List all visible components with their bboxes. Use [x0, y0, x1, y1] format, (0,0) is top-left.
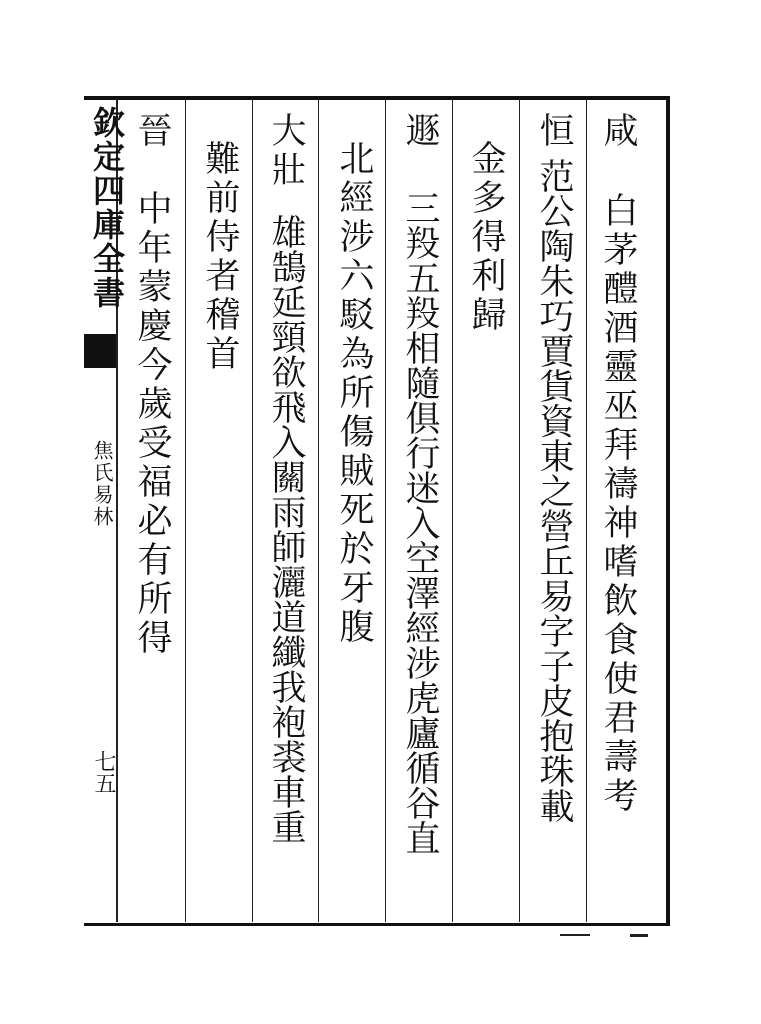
column-divider: [452, 98, 453, 922]
spine-block-mark: [84, 334, 116, 368]
entry-dun-heading: 遯: [400, 112, 440, 151]
entry-dun-text: 三羖五羖相隨俱行迷入空澤經涉虎廬循谷直: [400, 190, 440, 855]
column-divider: [318, 98, 319, 922]
page-number-text: 七五: [91, 750, 116, 794]
source-title-text: 焦氏易林: [90, 440, 114, 528]
entry-jin-text: 中年蒙慶今歲受福必有所得: [132, 190, 172, 658]
book-title-text: 欽定四庫全書: [88, 106, 126, 310]
entry-dazhuang-continuation: 難前侍者稽首: [200, 140, 240, 374]
entry-jin-heading: 晉: [132, 112, 172, 151]
entry-heng-text: 范公陶朱巧賈貨資東之營丘易字子皮抱珠載: [534, 158, 574, 823]
entry-xian-heading: 咸: [598, 112, 638, 151]
spine-page-number: [88, 750, 119, 794]
scan-speck: [630, 934, 648, 937]
column-divider: [185, 98, 186, 922]
scan-speck: [560, 934, 590, 936]
entry-dazhuang-text: 雄鵠延頸欲飛入關雨師灑道纖我袍裘車重: [266, 214, 306, 844]
frame-right-border: [666, 96, 670, 926]
column-divider: [252, 98, 253, 922]
entry-heng-heading: 恒: [534, 112, 574, 151]
column-divider: [586, 98, 587, 922]
spine-source-title: [88, 440, 117, 528]
spine-book-title: [84, 106, 130, 310]
column-divider: [385, 98, 386, 922]
entry-dazhuang-heading: 大壯: [266, 112, 306, 190]
entry-heng-continuation: 金多得利歸: [466, 140, 506, 335]
column-divider: [519, 98, 520, 922]
entry-dun-continuation: 北經涉六駁為所傷賊死於牙腹: [334, 140, 374, 647]
entry-xian-text: 白茅醴酒靈巫拜禱神嗜飲食使君壽考: [598, 192, 638, 816]
